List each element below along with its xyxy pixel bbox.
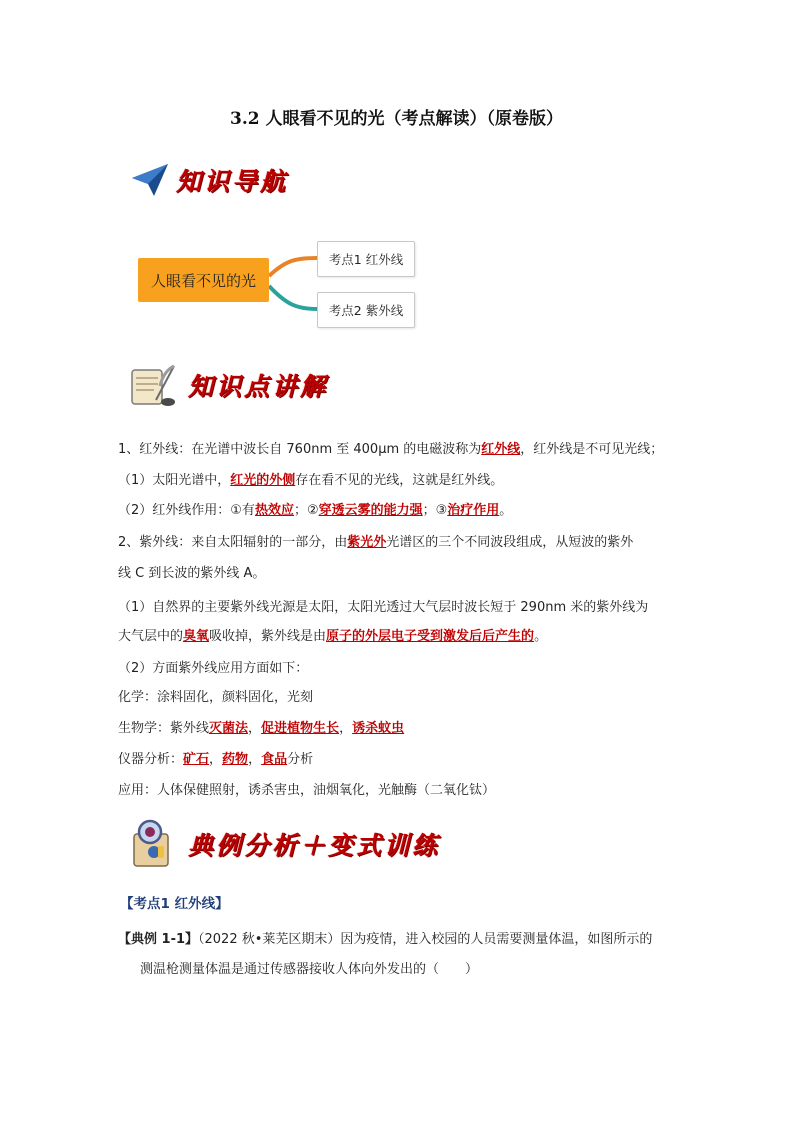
text-span: 2、紫外线：来自太阳辐射的一部分，由 — [118, 535, 348, 550]
example-question — [118, 925, 678, 985]
text-span: 生物学：紫外线 — [118, 721, 210, 736]
highlight-plant-growth: 促进植物生长 — [261, 721, 340, 736]
text-span: 。 — [534, 629, 548, 644]
text-span: ， — [339, 721, 353, 736]
text-line: （2）方面紫外线应用方面如下： — [118, 661, 309, 676]
text-span: 大气层中的 — [118, 629, 184, 644]
section-heading: 【考点1 红外线】 — [120, 896, 229, 912]
mind-map — [136, 230, 436, 330]
text-span: 存在看不见的光线，这就是红外线。 — [295, 473, 504, 488]
highlight-food: 食品 — [261, 752, 288, 767]
text-span: ， — [209, 752, 223, 767]
text-span: （2）红外线作用：①有 — [118, 503, 255, 518]
paper-plane-icon — [128, 160, 172, 200]
banner-examples — [128, 818, 440, 870]
text-span: ；② — [293, 503, 319, 518]
text-line — [118, 499, 512, 518]
example-label: 【典例 1-1】 — [118, 932, 199, 947]
text-line — [118, 625, 547, 644]
highlight-heat: 热效应 — [254, 503, 294, 518]
highlight-penetrate: 穿透云雾的能力强 — [318, 503, 423, 518]
page-title: 3.2 人眼看不见的光（考点解读）（原卷版） — [230, 109, 563, 129]
example-text: （2022 秋•莱芜区期末）因为疫情，进入校园的人员需要测量体温，如图所示的 — [198, 932, 653, 947]
text-span: ， — [248, 721, 262, 736]
highlight-treatment: 治疗作用 — [447, 503, 500, 518]
highlight-sterilize: 灭菌法 — [209, 721, 249, 736]
example-line-2: 测温枪测量体温是通过传感器接收人体向外发出的（ ） — [140, 962, 479, 977]
example-line-1 — [118, 925, 678, 955]
mind-map-root: 人眼看不见的光 — [138, 258, 269, 302]
banner-points-text: 知识点讲解 — [188, 372, 329, 401]
banner-nav — [128, 160, 288, 200]
text-line — [118, 469, 503, 488]
magnifier-scroll-icon — [128, 818, 178, 870]
highlight-drug: 药物 — [222, 752, 249, 767]
highlight-ore: 矿石 — [183, 752, 210, 767]
text-line: 化学：涂料固化，颜料固化，光刻 — [118, 690, 314, 705]
text-span: （1）太阳光谱中， — [118, 473, 231, 488]
banner-points — [126, 360, 328, 410]
highlight-electron: 原子的外层电子受到激发后后产生的 — [326, 629, 535, 644]
text-span: 1、红外线：在光谱中波长自 760nm 至 400μm 的电磁波称为 — [118, 442, 482, 457]
banner-examples-text: 典例分析＋变式训练 — [188, 831, 441, 860]
highlight-red-outer: 红光的外侧 — [230, 473, 296, 488]
text-span: ，红外线是不可见光线； — [520, 442, 664, 457]
scroll-quill-icon — [126, 360, 180, 410]
text-line — [118, 748, 313, 767]
banner-nav-text: 知识导航 — [176, 167, 289, 196]
text-line — [118, 438, 663, 457]
mind-map-leaf-ultraviolet: 考点2 紫外线 — [317, 292, 415, 328]
text-span: 吸收掉，紫外线是由 — [209, 629, 327, 644]
text-span: ， — [248, 752, 262, 767]
text-span: 仪器分析： — [118, 752, 184, 767]
text-line: （1）自然界的主要紫外线光源是太阳，太阳光透过大气层时波长短于 290nm 米的紫外线为 — [118, 600, 649, 615]
text-span: 。 — [499, 503, 513, 518]
text-line — [118, 717, 404, 736]
highlight-insects: 诱杀蚊虫 — [352, 721, 405, 736]
highlight-ozone: 臭氧 — [183, 629, 210, 644]
text-span: 光谱区的三个不同波段组成，从短波的紫外 — [386, 535, 634, 550]
text-line: 应用：人体保健照射，诱杀害虫，油烟氧化，光触酶（二氧化钛） — [118, 783, 496, 798]
text-line: 线 C 到长波的紫外线 A。 — [118, 566, 266, 581]
text-span: ；③ — [422, 503, 448, 518]
text-line — [118, 531, 633, 550]
highlight-infrared: 红外线 — [481, 442, 521, 457]
mind-map-leaf-infrared: 考点1 红外线 — [317, 241, 415, 277]
highlight-violet-outer: 紫光外 — [347, 535, 387, 550]
text-span: 分析 — [287, 752, 314, 767]
